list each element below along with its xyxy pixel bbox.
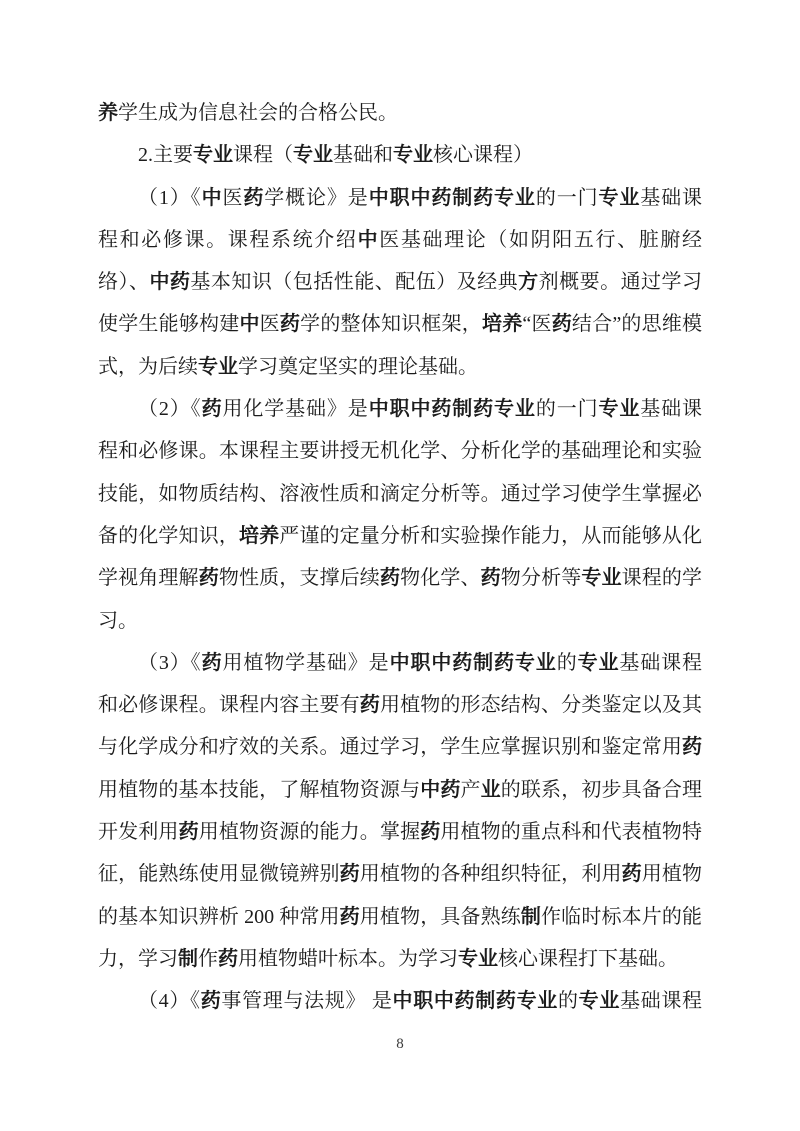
- bold-text-run: 专业: [578, 990, 620, 1013]
- text-run: 学概论》是: [264, 186, 369, 209]
- text-run: 物性质，支撑后续: [218, 567, 380, 590]
- bold-text-run: 药: [201, 651, 223, 674]
- text-run: 医: [259, 313, 280, 336]
- text-run: 学习奠定坚实的理论基础。: [238, 355, 478, 378]
- text-run: 技能，如物质结构、溶液性质和滴定分析等。通过学习使学生掌握必: [98, 482, 702, 505]
- bold-text-run: 专业: [598, 186, 641, 209]
- text-run: 基本知识（包括性能、配伍）及经典: [190, 271, 519, 294]
- text-run: 基础课程: [619, 651, 703, 674]
- bold-text-run: 药: [359, 694, 380, 717]
- text-run: 医基础理论（如阴阳五行、脏腑经: [379, 228, 703, 251]
- text-run: 程和必修课。课程系统介绍: [98, 228, 358, 251]
- text-run: 结合”的思维模: [571, 313, 703, 336]
- text-run: 医: [222, 186, 244, 209]
- text-run: 的联系，初步具备合理: [500, 778, 703, 801]
- bold-text-run: 专业: [393, 144, 433, 167]
- bold-text-run: 药: [420, 821, 441, 844]
- bold-text-run: 药: [339, 863, 360, 886]
- text-line: [98, 303, 702, 345]
- bold-text-run: 专业: [198, 355, 238, 378]
- text-run: 的基本知识辨析 200 种常用: [98, 905, 340, 928]
- text-line: [98, 769, 702, 811]
- text-run: 式，为后续: [98, 355, 198, 378]
- text-run: 用植物的重点科和代表植物特: [440, 821, 703, 844]
- text-run: 的一门: [535, 186, 599, 209]
- text-run: 用植物的各种组织特征，利用: [359, 863, 622, 886]
- bold-text-run: 中职中药制药专业: [389, 651, 557, 674]
- text-line: [98, 430, 702, 472]
- text-run: 严谨的定量分析和实验操作能力，从而能够从化: [279, 524, 703, 547]
- text-run: 用植物，具备熟练: [359, 905, 521, 928]
- bold-text-run: 药: [551, 313, 572, 336]
- text-line: [98, 261, 702, 303]
- text-run: 的: [556, 651, 578, 674]
- text-run: 作: [198, 947, 218, 970]
- page-number: 8: [396, 1036, 404, 1052]
- text-run: 课程（: [233, 144, 293, 167]
- text-run: 征，能熟练使用显微镜辨别: [98, 863, 340, 886]
- text-run: （2）《: [138, 398, 202, 421]
- text-line: [98, 684, 702, 726]
- text-line: [98, 980, 702, 1022]
- text-run: 事管理与法规》 是: [221, 990, 393, 1013]
- text-run: 学视角理解: [98, 567, 199, 590]
- text-run: 用化学基础》是: [222, 398, 369, 421]
- text-run: 学生成为信息社会的合格公民。: [118, 102, 398, 124]
- bold-text-run: 养: [98, 102, 118, 124]
- bold-text-run: 专业: [577, 651, 620, 674]
- bold-text-run: 中职中药制药专业: [392, 990, 558, 1013]
- text-run: 程和必修课。本课程主要讲授无机化学、分析化学的基础理论和实验: [98, 440, 702, 463]
- text-run: 备的化学知识，: [98, 524, 239, 547]
- text-run: 与化学成分和疗效的关系。通过学习，学生应掌握识别和鉴定常用: [98, 736, 682, 759]
- bold-text-run: 制: [520, 905, 542, 928]
- text-run: 使学生能够构建: [98, 313, 240, 336]
- text-run: 核心课程）: [433, 144, 533, 167]
- text-run: 用植物: [641, 863, 703, 886]
- text-run: 产: [460, 778, 481, 801]
- text-run: 用植物资源的能力。掌握: [198, 821, 421, 844]
- text-run: 基础课程: [620, 990, 703, 1013]
- bold-text-run: 中职中药制药专业: [368, 398, 536, 421]
- text-run: 用植物的基本技能，了解植物资源与: [98, 778, 421, 801]
- bold-text-run: 中: [201, 186, 223, 209]
- text-run: 用植物学基础》是: [222, 651, 390, 674]
- bold-text-run: 方: [518, 271, 539, 294]
- bold-text-run: 专业: [193, 144, 233, 167]
- text-line: [98, 134, 702, 176]
- text-line: [98, 853, 702, 895]
- bold-text-run: 制: [178, 947, 198, 970]
- text-run: 物化学、: [400, 567, 481, 590]
- text-line: [98, 811, 702, 853]
- text-run: 用植物的形态结构、分类鉴定以及其: [379, 694, 703, 717]
- bold-text-run: 中职中药制药专业: [368, 186, 536, 209]
- bold-text-run: 专业: [458, 947, 498, 970]
- text-run: 和必修课程。课程内容主要有: [98, 694, 360, 717]
- bold-text-run: 专业: [293, 144, 333, 167]
- text-line: [98, 642, 702, 684]
- text-line: [98, 219, 702, 261]
- text-run: 课程的学: [621, 567, 703, 590]
- bold-text-run: 中药: [420, 778, 461, 801]
- bold-text-run: 中药: [149, 271, 191, 294]
- bold-text-run: 药: [279, 313, 301, 336]
- text-line: [98, 515, 702, 557]
- text-run: 核心课程打下基础。: [498, 947, 678, 970]
- text-run: （3）《: [138, 651, 202, 674]
- text-line: [98, 388, 702, 430]
- text-run: 基础课: [640, 398, 703, 421]
- text-line: [98, 92, 702, 134]
- text-run: （4）《: [138, 990, 201, 1013]
- text-line: [98, 346, 702, 388]
- text-run: 物分析等: [500, 567, 582, 590]
- text-run: 学的整体知识框架，: [300, 313, 482, 336]
- text-run: 习。: [98, 609, 138, 632]
- bold-text-run: 业: [480, 778, 501, 801]
- bold-text-run: 药: [682, 736, 702, 759]
- text-run: 的: [557, 990, 579, 1013]
- text-run: 2.主要: [138, 144, 193, 167]
- text-run: 的一门: [535, 398, 599, 421]
- bold-text-run: 培养: [238, 524, 280, 547]
- bold-text-run: 药: [480, 567, 501, 590]
- text-run: 开发利用: [98, 821, 179, 844]
- text-run: 用植物蜡叶标本。为学习: [238, 947, 458, 970]
- text-run: （1）《: [138, 186, 202, 209]
- text-run: 络）、: [98, 271, 150, 294]
- bold-text-run: 中: [357, 228, 380, 251]
- bold-text-run: 药: [621, 863, 642, 886]
- bold-text-run: 药: [218, 947, 238, 970]
- bold-text-run: 专业: [598, 398, 641, 421]
- text-line: [98, 938, 702, 980]
- text-line: [98, 726, 702, 768]
- bold-text-run: 中: [239, 313, 260, 336]
- text-line: [98, 896, 702, 938]
- bold-text-run: 药: [178, 821, 199, 844]
- bold-text-run: 药: [198, 567, 219, 590]
- text-line: [98, 177, 702, 219]
- text-run: 作临时标本片的能: [541, 905, 703, 928]
- bold-text-run: 培养: [481, 313, 523, 336]
- bold-text-run: 药: [243, 186, 265, 209]
- bold-text-run: 药: [200, 990, 222, 1013]
- text-run: 剂概要。通过学习: [538, 271, 703, 294]
- bold-text-run: 专业: [581, 567, 622, 590]
- text-line: [98, 473, 702, 515]
- bold-text-run: 药: [339, 905, 360, 928]
- text-run: 基础课: [640, 186, 703, 209]
- text-run: “医: [522, 313, 552, 336]
- bold-text-run: 药: [201, 398, 223, 421]
- bold-text-run: 药: [379, 567, 401, 590]
- document-body: [98, 92, 702, 1023]
- text-line: [98, 557, 702, 599]
- text-line: [98, 600, 702, 642]
- text-run: 基础和: [333, 144, 393, 167]
- text-run: 力，学习: [98, 947, 178, 970]
